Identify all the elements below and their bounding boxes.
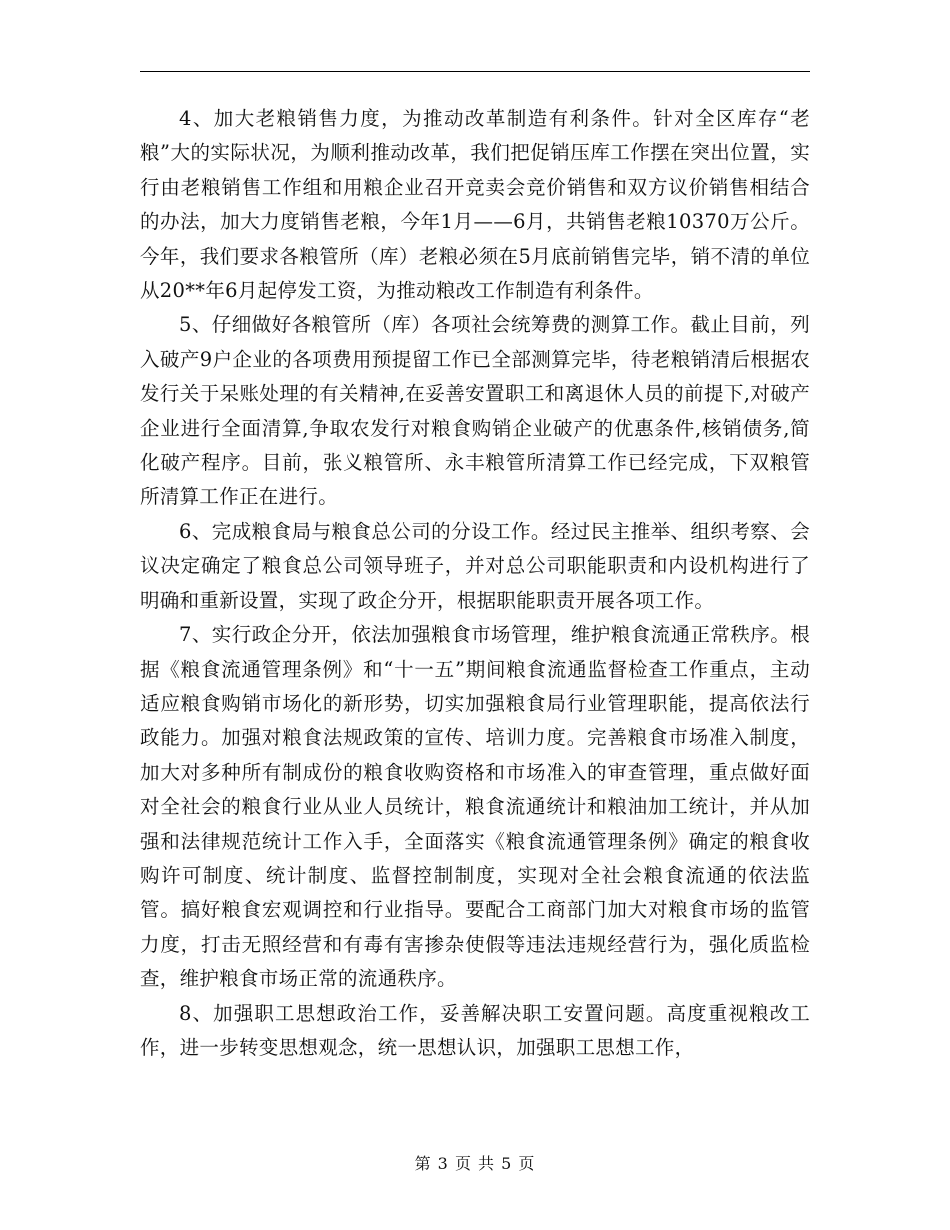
document-body (140, 102, 810, 1065)
paragraph-8: 8、加强职工思想政治工作，妥善解决职工安置问题。高度重视粮改工作，进一步转变思想观念，统一思想认识，加强职工思想工作， (140, 1001, 810, 1059)
paragraph-5: 5、仔细做好各粮管所（库）各项社会统筹费的测算工作。截止目前，列入破产9户企业的各项费用预提留工作已全部测算完毕，待老粮销清后根据农发行关于呆账处理的有关精神,在妥善安置职工和离退休人员的前提下,对破产企业进行全面清算,争取农发行对粮食购销企业破产的优惠条件,核销债务,简化破产程序。目前，张义粮管所、永丰粮管所清算工作已经完成，下双粮管所清算工作正在进行。 (140, 313, 810, 509)
paragraph-4: 4、加大老粮销售力度，为推动改革制造有利条件。针对全区库存“老粮”大的实际状况，为顺利推动改革，我们把促销压库工作摆在突出位置，实行由老粮销售工作组和用粮企业召开竞卖会竞价销售和双方议价销售相结合的办法，加大力度销售老粮，今年1月——6月，共销售老粮10370万公斤。今年，我们要求各粮管所（库）老粮必须在5月底前销售完毕，销不清的单位从20**年6月起停发工资，为推动粮改工作制造有利条件。 (140, 107, 810, 303)
header-rule (140, 71, 810, 72)
paragraph-7: 7、实行政企分开，依法加强粮食市场管理，维护粮食流通正常秩序。根据《粮食流通管理条例》和“十一五”期间粮食流通监督检查工作重点，主动适应粮食购销市场化的新形势，切实加强粮食局行业管理职能，提高依法行政能力。加强对粮食法规政策的宣传、培训力度。完善粮食市场准入制度，加大对多种所有制成份的粮食收购资格和市场准入的审查管理，重点做好面对全社会的粮食行业从业人员统计，粮食流通统计和粮油加工统计，并从加强和法律规范统计工作入手，全面落实《粮食流通管理条例》确定的粮食收购许可制度、统计制度、监督控制制度，实现对全社会粮食流通的依法监管。搞好粮食宏观调控和行业指导。要配合工商部门加大对粮食市场的监管力度，打击无照经营和有毒有害掺杂使假等违法违规经营行为，强化质监检查，维护粮食市场正常的流通秩序。 (140, 623, 810, 991)
paragraph-6: 6、完成粮食局与粮食总公司的分设工作。经过民主推举、组织考察、会议决定确定了粮食总公司领导班子，并对总公司职能职责和内设机构进行了明确和重新设置，实现了政企分开，根据职能职责开展各项工作。 (140, 519, 810, 612)
page-number-footer: 第 3 页 共 5 页 (414, 1154, 536, 1173)
